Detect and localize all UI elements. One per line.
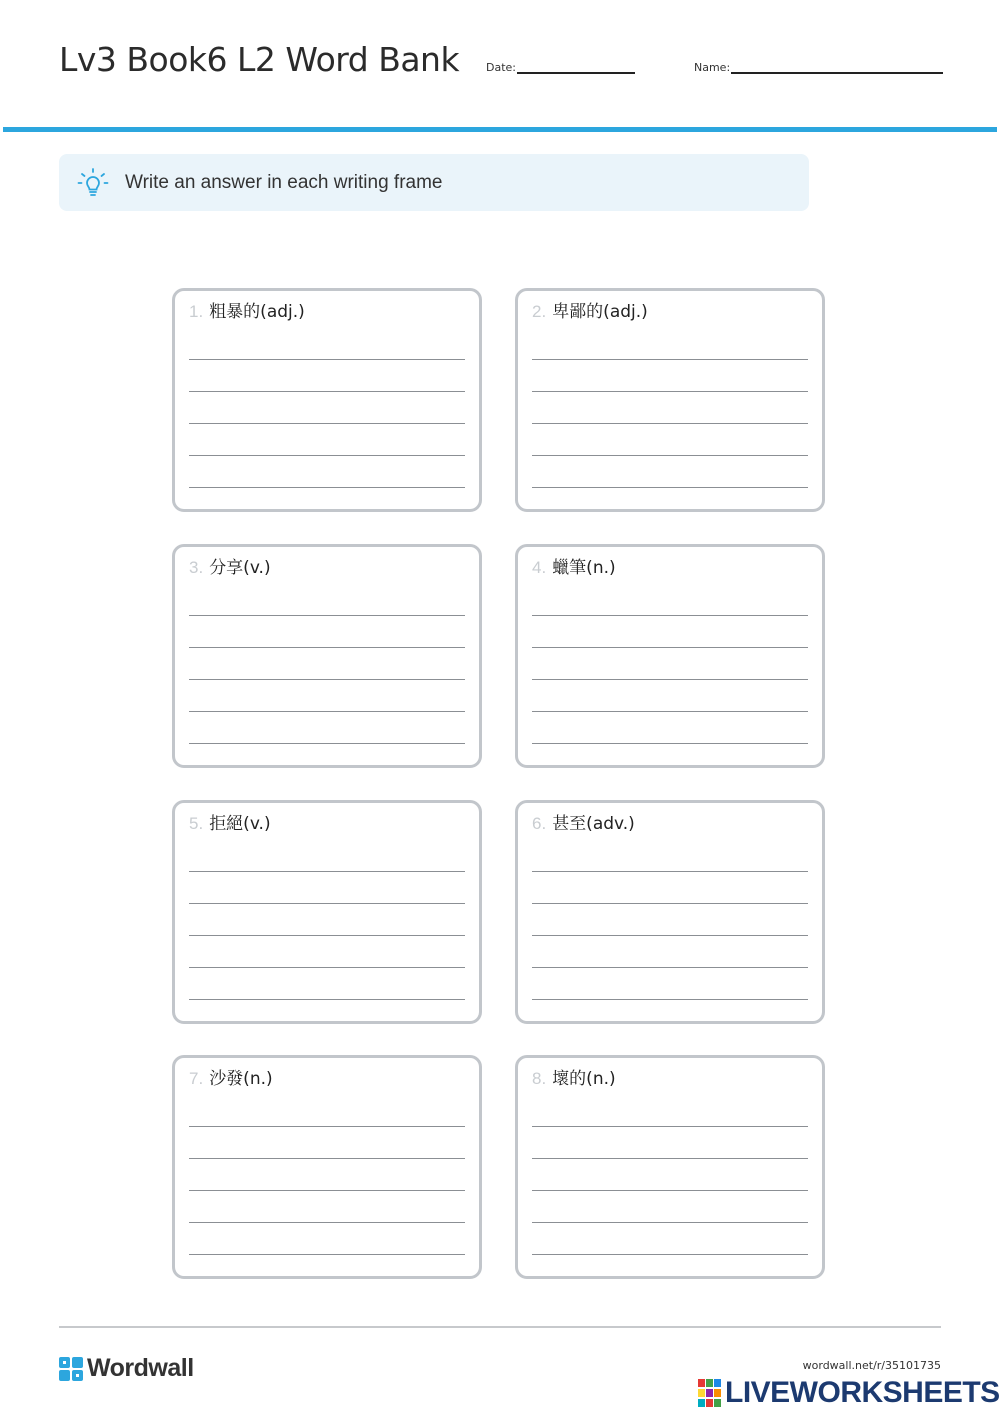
wordwall-logo[interactable] (59, 1354, 194, 1383)
instruction-banner (59, 154, 809, 211)
frame-number: 6. (532, 814, 547, 833)
writing-line (189, 423, 465, 424)
writing-line (189, 1158, 465, 1159)
writing-line (189, 903, 465, 904)
writing-line (532, 679, 808, 680)
writing-frame-5[interactable] (172, 800, 482, 1024)
writing-line (532, 1190, 808, 1191)
frame-label (532, 809, 635, 834)
page-title: Lv3 Book6 L2 Word Bank (59, 40, 460, 79)
writing-line (189, 1126, 465, 1127)
writing-line (532, 487, 808, 488)
frame-word: 粗暴的(adj.) (209, 302, 305, 322)
frame-label (189, 297, 305, 322)
date-field (486, 58, 635, 74)
wordwall-brand: Wordwall (87, 1354, 194, 1382)
name-label: Name: (694, 61, 731, 74)
header-divider (3, 127, 997, 132)
writing-line (532, 423, 808, 424)
lightbulb-icon (77, 166, 109, 200)
writing-line (532, 999, 808, 1000)
writing-line (532, 359, 808, 360)
liveworksheets-icon (698, 1379, 722, 1407)
writing-line (532, 615, 808, 616)
frame-word: 拒絕(v.) (209, 814, 271, 834)
frame-number: 3. (189, 558, 204, 577)
writing-line (532, 967, 808, 968)
writing-frame-8[interactable] (515, 1055, 825, 1279)
writing-line (532, 743, 808, 744)
instruction-text: Write an answer in each writing frame (125, 171, 443, 193)
frame-label (532, 553, 616, 578)
writing-line (189, 455, 465, 456)
frame-label (189, 1064, 273, 1089)
frame-number: 2. (532, 302, 547, 321)
frame-word: 壞的(n.) (552, 1069, 616, 1089)
name-field (694, 58, 943, 74)
writing-frame-6[interactable] (515, 800, 825, 1024)
writing-line (189, 1254, 465, 1255)
writing-line (189, 391, 465, 392)
writing-line (189, 679, 465, 680)
date-label: Date: (486, 61, 516, 74)
writing-frame-1[interactable] (172, 288, 482, 512)
footer-divider (59, 1326, 941, 1328)
writing-frame-7[interactable] (172, 1055, 482, 1279)
frame-word: 卑鄙的(adj.) (552, 302, 648, 322)
writing-line (532, 1254, 808, 1255)
writing-line (532, 391, 808, 392)
writing-line (532, 647, 808, 648)
frame-number: 8. (532, 1069, 547, 1088)
writing-line (532, 871, 808, 872)
frame-number: 7. (189, 1069, 204, 1088)
writing-line (189, 871, 465, 872)
writing-line (189, 967, 465, 968)
writing-line (189, 359, 465, 360)
frame-number: 4. (532, 558, 547, 577)
frame-label (532, 297, 648, 322)
writing-line (532, 1222, 808, 1223)
writing-line (189, 999, 465, 1000)
writing-line (189, 1222, 465, 1223)
frame-label (189, 553, 271, 578)
writing-line (532, 1158, 808, 1159)
frame-word: 沙發(n.) (209, 1069, 273, 1089)
writing-line (189, 615, 465, 616)
writing-line (189, 647, 465, 648)
writing-frame-3[interactable] (172, 544, 482, 768)
frame-label (189, 809, 271, 834)
frame-word: 甚至(adv.) (552, 814, 635, 834)
writing-line (189, 711, 465, 712)
writing-frame-4[interactable] (515, 544, 825, 768)
frame-number: 5. (189, 814, 204, 833)
liveworksheets-logo[interactable] (698, 1376, 1000, 1410)
writing-frame-2[interactable] (515, 288, 825, 512)
liveworksheets-brand: LIVEWORKSHEETS (725, 1376, 1000, 1409)
worksheet-url[interactable]: wordwall.net/r/35101735 (802, 1359, 941, 1372)
writing-line (532, 903, 808, 904)
writing-line (189, 743, 465, 744)
frame-label (532, 1064, 616, 1089)
writing-line (189, 1190, 465, 1191)
writing-line (532, 455, 808, 456)
writing-line (189, 935, 465, 936)
name-blank[interactable] (731, 58, 943, 74)
frame-number: 1. (189, 302, 204, 321)
frame-word: 分享(v.) (209, 558, 271, 578)
writing-line (189, 487, 465, 488)
writing-line (532, 935, 808, 936)
frame-word: 蠟筆(n.) (552, 558, 616, 578)
writing-line (532, 711, 808, 712)
writing-line (532, 1126, 808, 1127)
wordwall-grid-icon (59, 1357, 83, 1381)
date-blank[interactable] (517, 58, 635, 74)
